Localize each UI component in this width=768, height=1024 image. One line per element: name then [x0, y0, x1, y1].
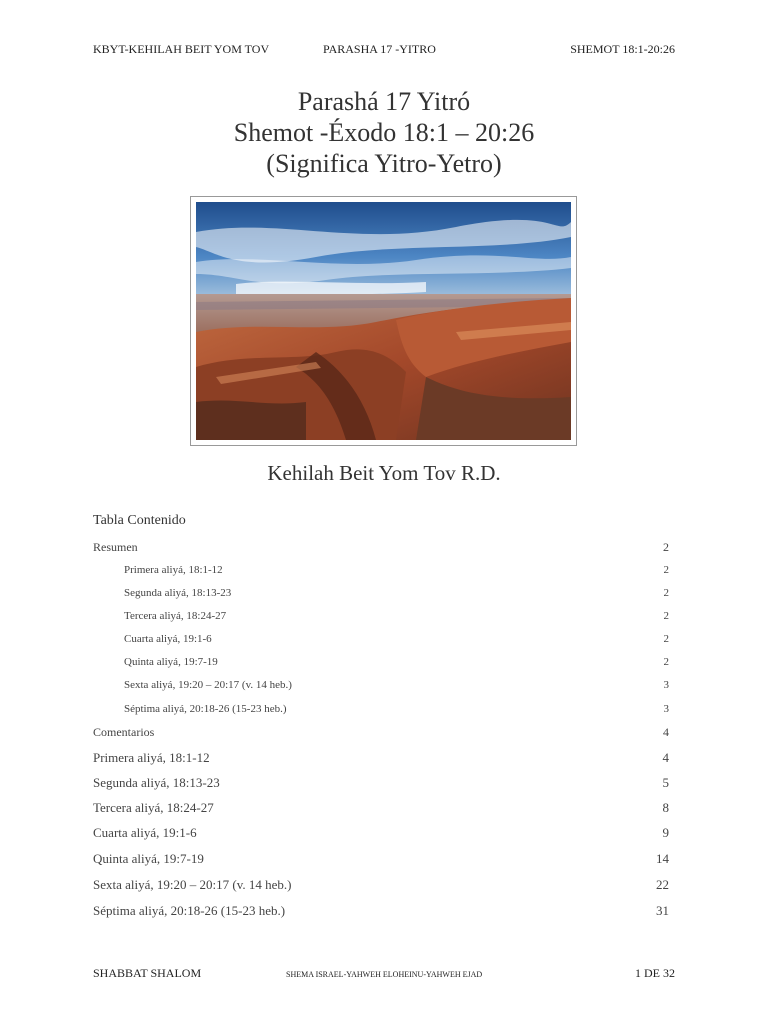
toc-entry-text: Primera aliyá, 18:1-12	[124, 564, 223, 576]
toc-entry-page: 9	[662, 825, 669, 840]
toc-entry-page: 2	[663, 610, 669, 622]
title-line-2: Shemot -Éxodo 18:1 – 20:26	[233, 118, 535, 147]
page-header	[93, 42, 675, 60]
toc-entry-text: Cuarta aliyá, 19:1-6	[124, 633, 212, 645]
toc-entry-text: Quinta aliyá, 19:7-19	[93, 851, 204, 866]
toc-entry-page: 8	[662, 800, 669, 815]
header-right: SHEMOT 18:1-20:26	[570, 42, 675, 56]
toc-entry-page: 2	[663, 656, 669, 668]
footer-center: SHEMA ISRAEL-YAHWEH ELOHEINU-YAHWEH EJAD	[286, 970, 483, 979]
title-line-3: (Significa Yitro-Yetro)	[266, 149, 502, 178]
toc-entry-page: 3	[663, 679, 669, 691]
cover-photo	[190, 196, 577, 446]
organization-name: Kehilah Beit Yom Tov R.D.	[267, 461, 501, 485]
toc-entry-text: Sexta aliyá, 19:20 – 20:17 (v. 14 heb.)	[124, 679, 292, 691]
canyon-landscape-image	[196, 202, 571, 440]
toc-entry-page: 22	[656, 877, 669, 892]
toc-entry-text: Séptima aliyá, 20:18-26 (15-23 heb.)	[124, 703, 287, 715]
toc-entry-text: Séptima aliyá, 20:18-26 (15-23 heb.)	[93, 903, 286, 918]
toc-entry-text: Quinta aliyá, 19:7-19	[124, 656, 218, 668]
footer-left: SHABBAT SHALOM	[93, 966, 202, 980]
toc-entry-text: Comentarios	[93, 725, 155, 739]
page-number: 1 DE 32	[635, 966, 675, 980]
toc-entry-page: 3	[663, 703, 669, 715]
document-title	[0, 86, 768, 179]
toc-entry-page: 2	[663, 540, 669, 554]
toc-entry-text: Tercera aliyá, 18:24-27	[124, 610, 227, 622]
header-left: KBYT-KEHILAH BEIT YOM TOV	[93, 42, 270, 56]
page-footer	[93, 966, 675, 982]
toc-entry-page: 5	[662, 775, 669, 790]
toc-entry-page: 4	[663, 725, 669, 739]
toc-entry-page: 31	[656, 903, 669, 918]
toc-entry-page: 14	[656, 851, 669, 866]
title-line-1: Parashá 17 Yitró	[297, 87, 471, 116]
toc-entry-text: Segunda aliyá, 18:13-23	[93, 775, 220, 790]
toc-entry-text: Tercera aliyá, 18:24-27	[93, 800, 214, 815]
toc-entry-text: Sexta aliyá, 19:20 – 20:17 (v. 14 heb.)	[93, 877, 292, 892]
toc-heading: Tabla Contenido	[93, 513, 186, 528]
toc-entry-text: Primera aliyá, 18:1-12	[93, 750, 210, 765]
toc-entry-text: Cuarta aliyá, 19:1-6	[93, 825, 197, 840]
toc-entry-page: 2	[663, 633, 669, 645]
toc-entry-text: Segunda aliyá, 18:13-23	[124, 587, 232, 599]
toc-entry-page: 2	[663, 564, 669, 576]
toc-entry-text: Resumen	[93, 540, 138, 554]
toc-entry-page: 2	[663, 587, 669, 599]
toc-entry-page: 4	[662, 750, 669, 765]
header-center: PARASHA 17 -YITRO	[323, 42, 436, 56]
